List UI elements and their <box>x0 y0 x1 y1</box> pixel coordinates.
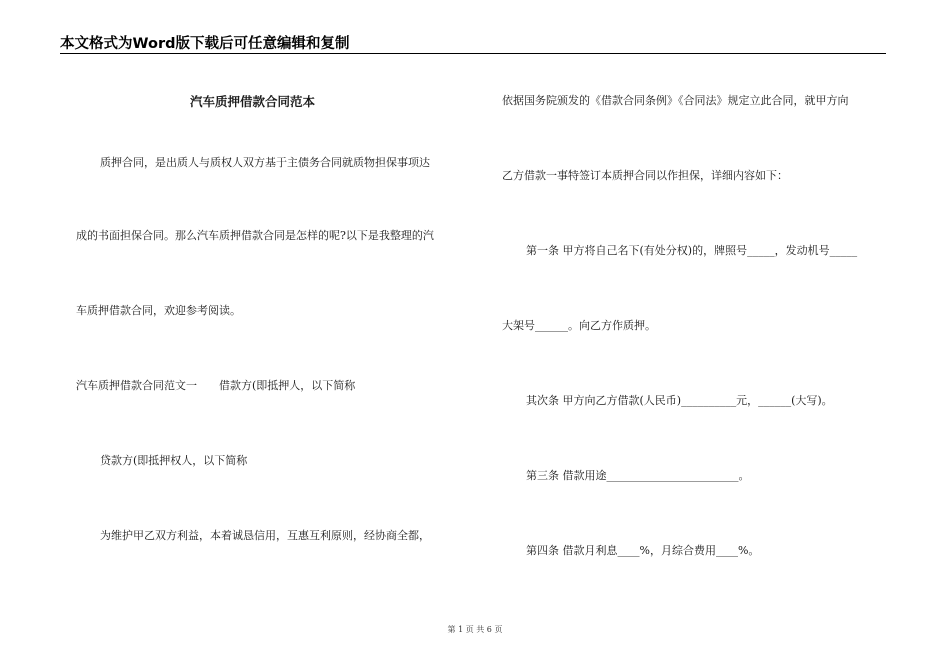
right-paragraph-line: 乙方借款一事特签订本质押合同以作担保，详细内容如下： <box>502 169 788 182</box>
left-paragraph-line: 为维护甲乙双方利益，本着诚恳信用，互惠互利原则，经协商全都， <box>100 529 430 542</box>
right-paragraph-line: 其次条 甲方向乙方借款(人民币)__________元，______(大写)。 <box>526 394 833 407</box>
right-paragraph-line: 第一条 甲方将自己名下(有处分权)的，牌照号_____，发动机号_____ <box>526 244 858 257</box>
right-paragraph-line: 第三条 借款用途________________________。 <box>526 469 750 482</box>
page-number: 第 1 页 共 6 页 <box>447 625 503 634</box>
right-paragraph-line: 第四条 借款月利息____%，月综合费用____%。 <box>526 544 760 557</box>
right-paragraph-line: 依据国务院颁发的《借款合同条例》《合同法》规定立此合同，就甲方向 <box>502 94 849 107</box>
right-paragraph-line: 大架号______。向乙方作质押。 <box>502 319 656 332</box>
document-title: 汽车质押借款合同范本 <box>190 94 316 109</box>
header-divider <box>60 53 886 54</box>
left-paragraph-line: 成的书面担保合同。那么汽车质押借款合同是怎样的呢?以下是我整理的汽 <box>76 229 434 242</box>
left-paragraph-line: 汽车质押借款合同范文一 借款方(即抵押人，以下简称 <box>76 379 356 392</box>
left-paragraph-line: 质押合同，是出质人与质权人双方基于主债务合同就质物担保事项达 <box>100 156 430 169</box>
left-paragraph-line: 车质押借款合同，欢迎参考阅读。 <box>76 304 241 317</box>
left-paragraph-line: 贷款方(即抵押权人，以下简称 <box>100 454 248 467</box>
document-header-banner: 本文格式为Word版下载后可任意编辑和复制 <box>60 36 350 52</box>
